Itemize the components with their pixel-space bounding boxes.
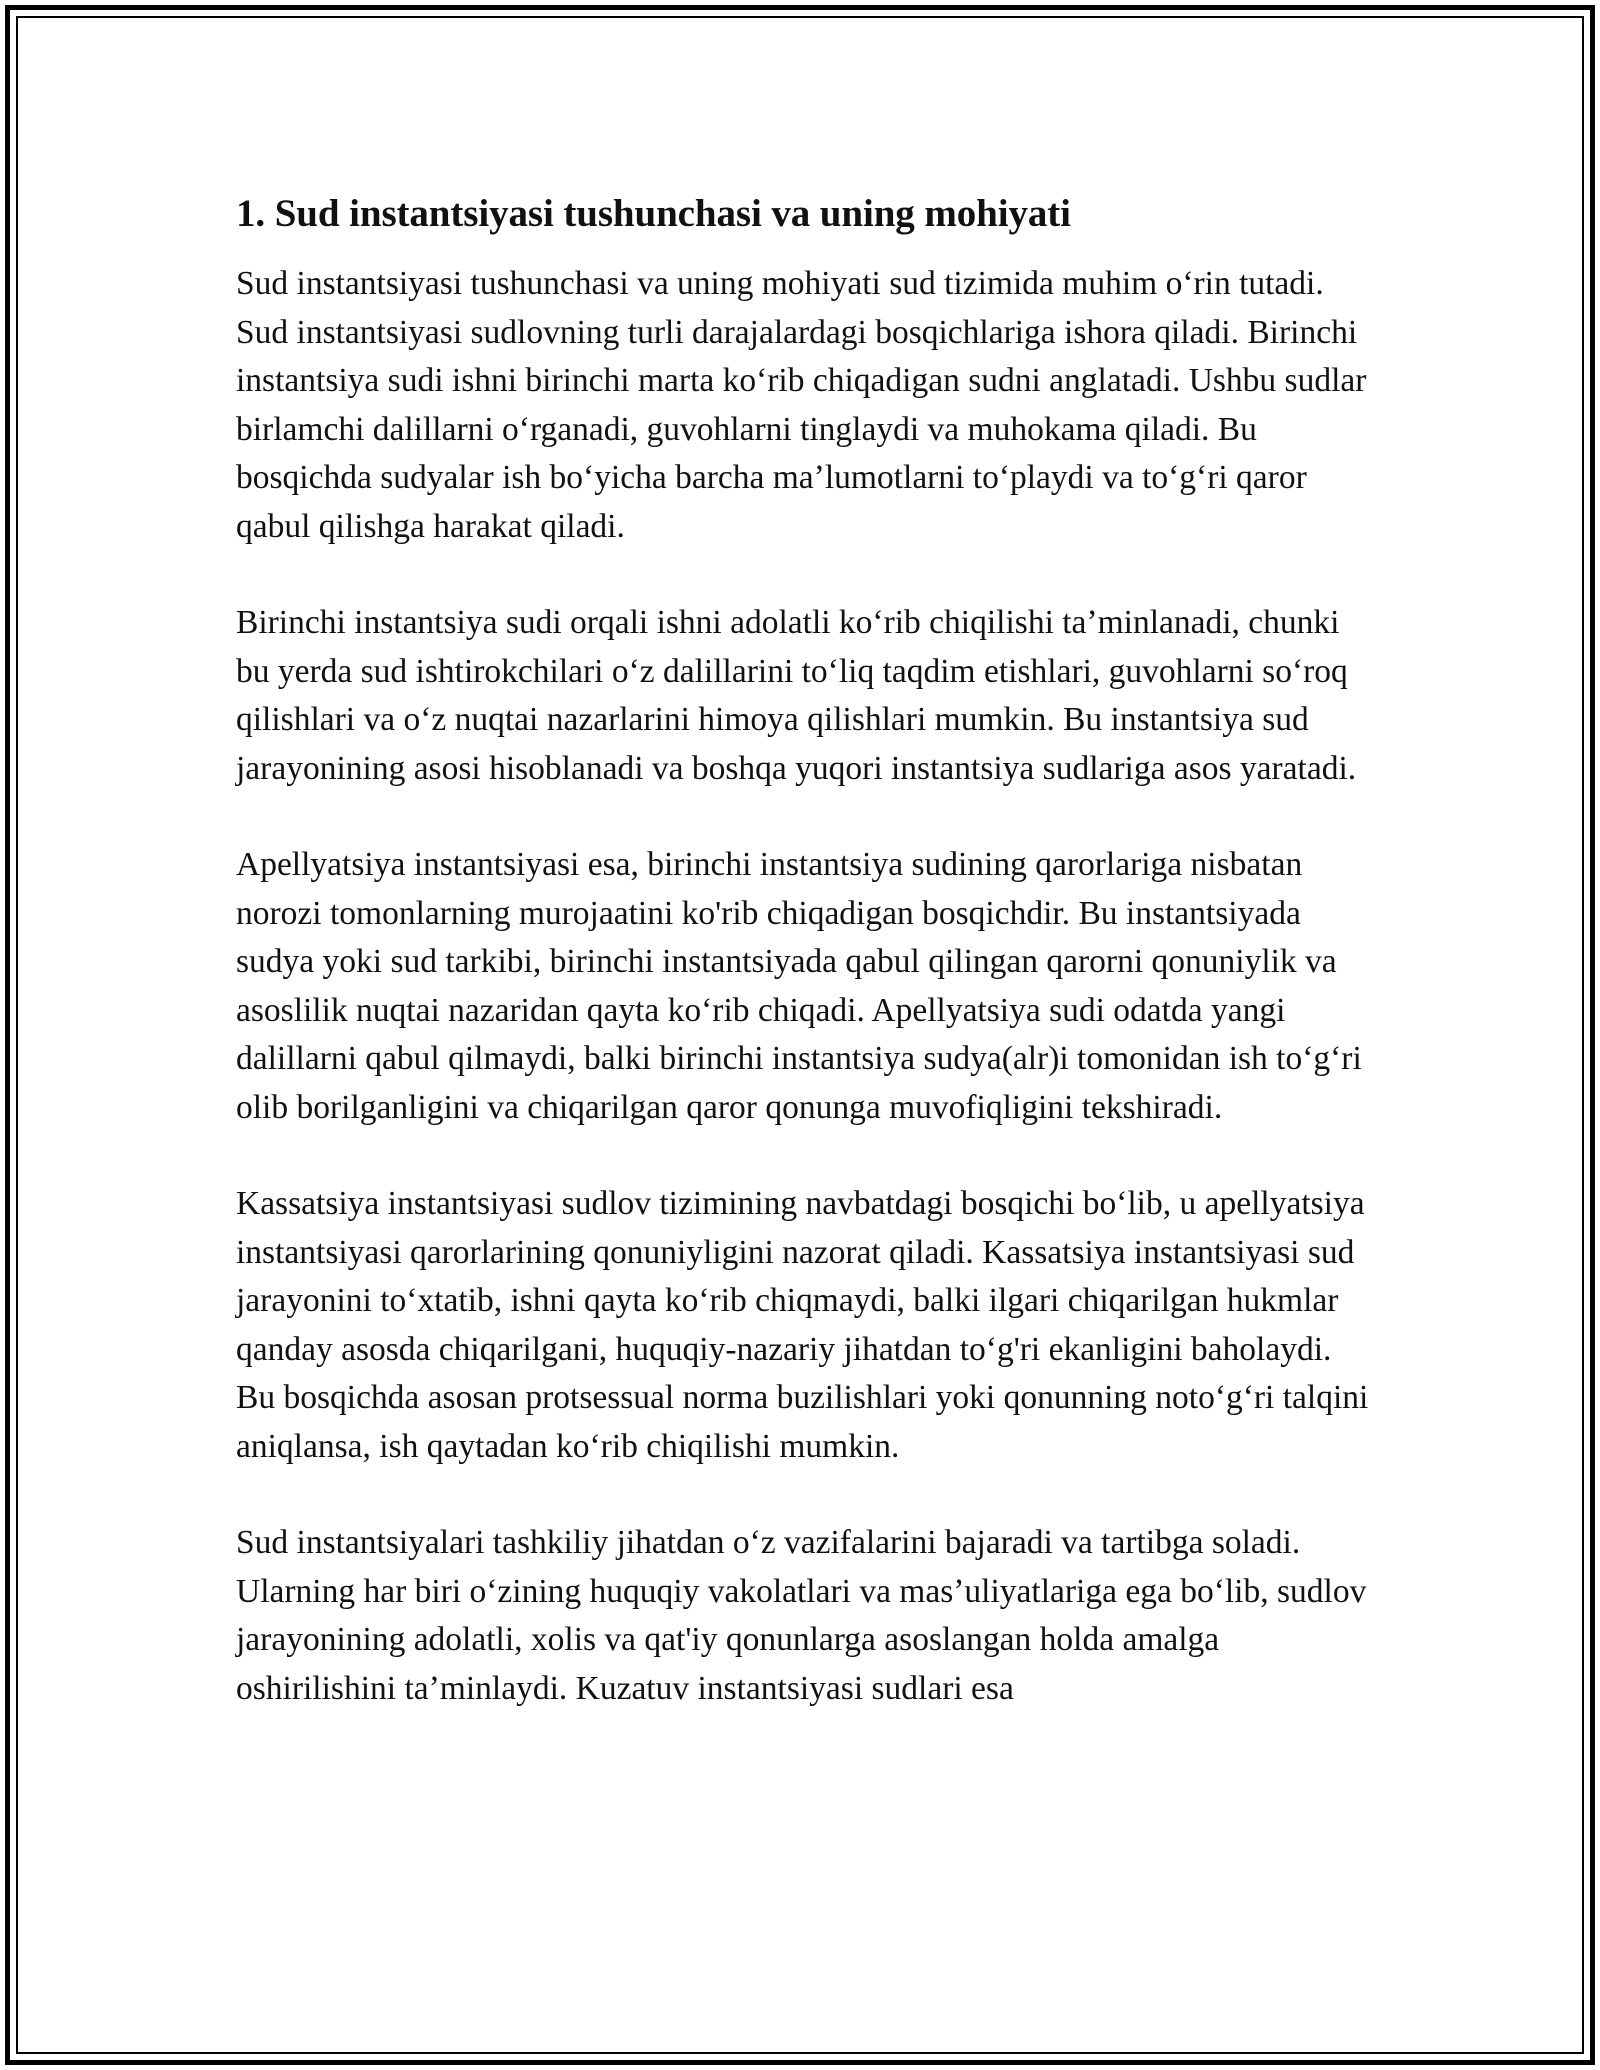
document-body (236, 188, 1376, 1761)
paragraph-appeal-instance: Apellyatsiya instantsiyasi esa, birinchi instantsiya sudining qarorlariga nisbatan norozi tomonlarning murojaatini ko'rib chiqadigan bosqichdir. Bu instantsiyada sudya yoki sud tarkibi, birinchi instantsiyada qabul qilingan qarorni qonuniylik va asoslilik nuqtai nazaridan qayta koʻrib chiqadi. Apellyatsiya sudi odatda yangi dalillarni qabul qilmaydi, balki birinchi instantsiya sudya(alr)i tomonidan ish toʻgʻri olib borilganligini va chiqarilgan qaror qonunga muvofiqligini tekshiradi. (236, 846, 1362, 1126)
paragraph-instances-organization: Sud instantsiyalari tashkiliy jihatdan oʻz vazifalarini bajaradi va tartibga soladi. Ularning har biri oʻzining huquqiy vakolatlari va masʼuliyatlariga ega boʻlib, sudlov jarayonining adolatli, xolis va qat'iy qonunlarga asoslangan holda amalga oshirilishini taʼminlaydi. Kuzatuv instantsiyasi sudlari esa (236, 1524, 1367, 1707)
paragraph-first-instance-intro: Sud instantsiyasi tushunchasi va uning mohiyati sud tizimida muhim oʻrin tutadi. Sud instantsiyasi sudlovning turli darajalardagi bosqichlariga ishora qiladi. Birinchi instantsiya sudi ishni birinchi marta koʻrib chiqadigan sudni anglatadi. Ushbu sudlar birlamchi dalillarni oʻrganadi, guvohlarni tinglaydi va muhokama qiladi. Bu bosqichda sudyalar ish boʻyicha barcha maʼlumotlarni toʻplaydi va toʻgʻri qaror qabul qilishga harakat qiladi. (236, 265, 1367, 545)
paragraph-cassation-instance: Kassatsiya instantsiyasi sudlov tizimining navbatdagi bosqichi boʻlib, u apellyatsiya instantsiyasi qarorlarining qonuniyligini nazorat qiladi. Kassatsiya instantsiyasi sud jarayonini toʻxtatib, ishni qayta koʻrib chiqmaydi, balki ilgari chiqarilgan hukmlar qanday asosda chiqarilgani, huquqiy-nazariy jihatdan toʻg'ri ekanligini baholaydi. Bu bosqichda asosan protsessual norma buzilishlari yoki qonunning notoʻgʻri talqini aniqlansa, ish qaytadan koʻrib chiqilishi mumkin. (236, 1185, 1369, 1465)
section-heading: 1. Sud instantsiyasi tushunchasi va uning mohiyati (236, 192, 1071, 235)
paragraph-first-instance-fairness: Birinchi instantsiya sudi orqali ishni adolatli koʻrib chiqilishi taʼminlanadi, chunki bu yerda sud ishtirokchilari oʻz dalillarini toʻliq taqdim etishlari, guvohlarni soʻroq qilishlari va oʻz nuqtai nazarlarini himoya qilishlari mumkin. Bu instantsiya sud jarayonining asosi hisoblanadi va boshqa yuqori instantsiya sudlariga asos yaratadi. (236, 604, 1357, 787)
